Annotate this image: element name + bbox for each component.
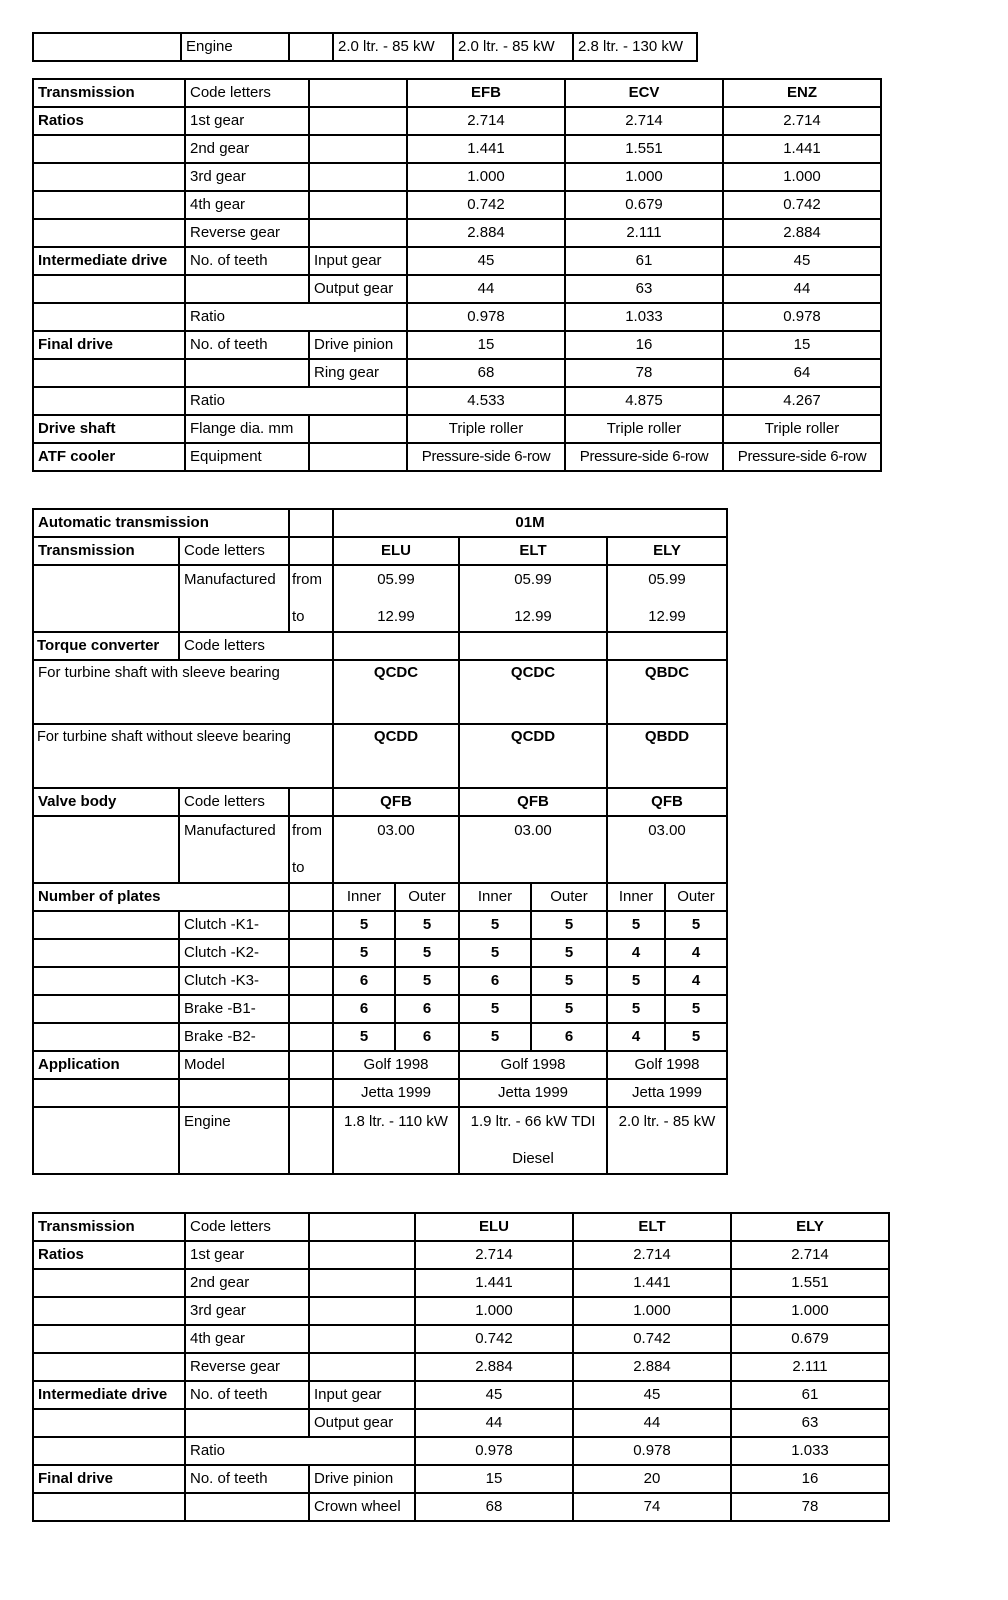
gear-value: 1.441 <box>573 1269 731 1297</box>
empty-cell <box>309 163 407 191</box>
ratio-value: 0.978 <box>723 303 881 331</box>
engine-label: Engine <box>181 33 289 61</box>
auto-trans-label: Automatic transmission <box>33 509 289 537</box>
gear-value: 1.000 <box>573 1297 731 1325</box>
empty-cell <box>33 939 179 967</box>
gear-value: 0.679 <box>731 1325 889 1353</box>
ratio-label: Ratio <box>185 387 407 415</box>
no-of-teeth-label: No. of teeth <box>185 331 309 359</box>
plate-value: 4 <box>665 967 727 995</box>
plate-label: Brake -B1- <box>179 995 289 1023</box>
no-of-teeth-label: No. of teeth <box>185 1465 309 1493</box>
model-code: 01M <box>333 509 727 537</box>
transmission-label: Transmission <box>33 79 185 107</box>
plate-value: 5 <box>395 939 459 967</box>
code-letters-label: Code letters <box>179 632 333 660</box>
to-label: to <box>292 859 305 876</box>
plate-label: Clutch -K3- <box>179 967 289 995</box>
input-gear-label: Input gear <box>309 247 407 275</box>
ratio-value: 0.978 <box>415 1437 573 1465</box>
outer-label: Outer <box>531 883 607 911</box>
gear-value: 1.000 <box>731 1297 889 1325</box>
gear-value: 1.000 <box>565 163 723 191</box>
code-value: ENZ <box>723 79 881 107</box>
plate-value: 4 <box>607 939 665 967</box>
gear-value: 2.884 <box>415 1353 573 1381</box>
equipment-value: Pressure-side 6-row <box>407 443 565 471</box>
plate-value: 5 <box>333 1023 395 1051</box>
output-gear-value: 44 <box>415 1409 573 1437</box>
output-gear-label: Output gear <box>309 275 407 303</box>
ratio-label: Ratio <box>185 1437 415 1465</box>
empty-cell <box>33 191 185 219</box>
empty-cell <box>289 1051 333 1079</box>
gear-label: 2nd gear <box>185 1269 309 1297</box>
flange-label: Flange dia. mm <box>185 415 309 443</box>
plate-value: 5 <box>531 995 607 1023</box>
model-value: Jetta 1999 <box>607 1079 727 1107</box>
transmission-label: Transmission <box>33 1213 185 1241</box>
empty-cell <box>289 788 333 816</box>
plate-value: 5 <box>395 967 459 995</box>
ratio-value: 1.033 <box>565 303 723 331</box>
empty-cell <box>33 33 181 61</box>
empty-cell <box>33 1297 185 1325</box>
empty-cell <box>185 1493 309 1521</box>
gear-value: 0.742 <box>723 191 881 219</box>
model-value: Golf 1998 <box>333 1051 459 1079</box>
plate-value: 6 <box>459 967 531 995</box>
number-of-plates-label: Number of plates <box>33 883 289 911</box>
with-sleeve-value: QCDC <box>459 660 607 724</box>
input-gear-value: 45 <box>573 1381 731 1409</box>
gear-value: 2.714 <box>573 1241 731 1269</box>
no-of-teeth-label: No. of teeth <box>185 247 309 275</box>
model-value: Jetta 1999 <box>459 1079 607 1107</box>
from-label: from <box>292 571 322 588</box>
with-sleeve-label: For turbine shaft with sleeve bearing <box>33 660 333 724</box>
code-value: ELY <box>731 1213 889 1241</box>
output-gear-value: 44 <box>723 275 881 303</box>
empty-cell <box>309 191 407 219</box>
output-gear-value: 63 <box>565 275 723 303</box>
gear-value: 1.551 <box>731 1269 889 1297</box>
plate-value: 5 <box>459 939 531 967</box>
transmission-label: Transmission <box>33 537 179 565</box>
gear-value: 0.742 <box>573 1325 731 1353</box>
gear-value: 1.000 <box>407 163 565 191</box>
valve-from-value: 03.00 <box>459 816 607 883</box>
valve-from-value: 03.00 <box>333 816 459 883</box>
without-sleeve-value: QCDD <box>459 724 607 788</box>
intermediate-drive-label: Intermediate drive <box>33 247 185 275</box>
empty-cell <box>309 107 407 135</box>
ratios-table-elu-elt-ely <box>32 1212 890 1522</box>
plate-value: 6 <box>531 1023 607 1051</box>
plate-value: 5 <box>459 995 531 1023</box>
input-gear-value: 61 <box>731 1381 889 1409</box>
gear-value: 1.441 <box>723 135 881 163</box>
plate-value: 5 <box>531 939 607 967</box>
without-sleeve-label: For turbine shaft without sleeve bearing <box>33 724 333 788</box>
empty-cell <box>33 1325 185 1353</box>
valve-code: QFB <box>607 788 727 816</box>
output-gear-value: 44 <box>407 275 565 303</box>
from-to-labels <box>289 565 333 632</box>
empty-cell <box>33 1023 179 1051</box>
gear-label: 2nd gear <box>185 135 309 163</box>
ratios-table-efb-ecv-enz <box>32 78 882 472</box>
empty-cell <box>289 967 333 995</box>
gear-label: 3rd gear <box>185 163 309 191</box>
code-value: ELT <box>573 1213 731 1241</box>
pinion-value: 15 <box>407 331 565 359</box>
plate-value: 5 <box>607 995 665 1023</box>
empty-cell <box>289 883 333 911</box>
empty-cell <box>185 359 309 387</box>
to-value: 12.99 <box>514 608 552 625</box>
without-sleeve-value: QCDD <box>333 724 459 788</box>
drive-pinion-label: Drive pinion <box>309 331 407 359</box>
empty-cell <box>33 995 179 1023</box>
drive-shaft-label: Drive shaft <box>33 415 185 443</box>
plate-value: 6 <box>395 995 459 1023</box>
gear-value: 2.884 <box>407 219 565 247</box>
gear-value: 1.441 <box>407 135 565 163</box>
empty-cell <box>33 303 185 331</box>
model-value: Golf 1998 <box>607 1051 727 1079</box>
empty-cell <box>33 359 185 387</box>
plate-value: 5 <box>531 911 607 939</box>
equipment-value: Pressure-side 6-row <box>723 443 881 471</box>
empty-cell <box>309 415 407 443</box>
gear-value: 2.111 <box>731 1353 889 1381</box>
plate-value: 5 <box>395 911 459 939</box>
atf-cooler-label: ATF cooler <box>33 443 185 471</box>
gear-value: 2.714 <box>731 1241 889 1269</box>
valve-body-label: Valve body <box>33 788 179 816</box>
code-value: ELU <box>333 537 459 565</box>
empty-cell <box>33 1269 185 1297</box>
empty-cell <box>33 1437 185 1465</box>
empty-cell <box>289 537 333 565</box>
empty-cell <box>33 219 185 247</box>
final-drive-label: Final drive <box>33 1465 185 1493</box>
plate-value: 4 <box>607 1023 665 1051</box>
pinion-value: 16 <box>731 1465 889 1493</box>
code-letters-label: Code letters <box>185 79 309 107</box>
manufactured-dates <box>607 565 727 632</box>
empty-cell <box>289 939 333 967</box>
gear-value: 1.000 <box>415 1297 573 1325</box>
empty-cell <box>33 1107 179 1174</box>
ratios-label: Ratios <box>33 1241 185 1269</box>
ratio-value: 1.033 <box>731 1437 889 1465</box>
model-label: Model <box>179 1051 289 1079</box>
empty-cell <box>309 1269 415 1297</box>
final-ratio-value: 4.533 <box>407 387 565 415</box>
crown-value: 78 <box>731 1493 889 1521</box>
gear-label: 4th gear <box>185 1325 309 1353</box>
model-value: Jetta 1999 <box>333 1079 459 1107</box>
gear-value: 2.884 <box>723 219 881 247</box>
output-gear-value: 44 <box>573 1409 731 1437</box>
flange-value: Triple roller <box>723 415 881 443</box>
engine-value-diesel <box>459 1107 607 1174</box>
to-label: to <box>292 608 305 625</box>
manufactured-dates <box>459 565 607 632</box>
pinion-value: 15 <box>723 331 881 359</box>
engine-label: Engine <box>179 1107 289 1174</box>
outer-label: Outer <box>395 883 459 911</box>
final-drive-label: Final drive <box>33 331 185 359</box>
gear-value: 1.551 <box>565 135 723 163</box>
plate-value: 5 <box>607 967 665 995</box>
empty-cell <box>33 565 179 632</box>
ring-gear-label: Ring gear <box>309 359 407 387</box>
gear-value: 2.714 <box>415 1241 573 1269</box>
empty-cell <box>459 632 607 660</box>
engine-header-table <box>32 32 698 62</box>
empty-cell <box>289 1079 333 1107</box>
intermediate-drive-label: Intermediate drive <box>33 1381 185 1409</box>
code-letters-label: Code letters <box>179 537 289 565</box>
to-value: 12.99 <box>648 608 686 625</box>
valve-code: QFB <box>333 788 459 816</box>
plate-value: 5 <box>459 911 531 939</box>
empty-cell <box>33 911 179 939</box>
gear-value: 2.111 <box>565 219 723 247</box>
gear-label: 4th gear <box>185 191 309 219</box>
empty-cell <box>309 1325 415 1353</box>
engine-value: 2.0 ltr. - 85 kW <box>453 33 573 61</box>
ratio-label: Ratio <box>185 303 407 331</box>
gear-label: Reverse gear <box>185 219 309 247</box>
code-value: ELY <box>607 537 727 565</box>
from-label: from <box>292 822 322 839</box>
equipment-value: Pressure-side 6-row <box>565 443 723 471</box>
diesel-label: Diesel <box>512 1150 554 1167</box>
plate-label: Brake -B2- <box>179 1023 289 1051</box>
engine-value: 2.0 ltr. - 85 kW <box>333 33 453 61</box>
empty-cell <box>33 1079 179 1107</box>
gear-label: 3rd gear <box>185 1297 309 1325</box>
flange-value: Triple roller <box>407 415 565 443</box>
gear-label: 1st gear <box>185 107 309 135</box>
gear-value: 2.714 <box>565 107 723 135</box>
torque-converter-label: Torque converter <box>33 632 179 660</box>
empty-cell <box>33 163 185 191</box>
gear-value: 1.000 <box>723 163 881 191</box>
manufactured-label: Manufactured <box>179 816 289 883</box>
empty-cell <box>607 632 727 660</box>
output-gear-value: 63 <box>731 1409 889 1437</box>
outer-label: Outer <box>665 883 727 911</box>
ring-value: 78 <box>565 359 723 387</box>
empty-cell <box>33 1409 185 1437</box>
engine-value: 2.0 ltr. - 85 kW <box>607 1107 727 1174</box>
empty-cell <box>33 387 185 415</box>
drive-pinion-label: Drive pinion <box>309 1465 415 1493</box>
empty-cell <box>33 816 179 883</box>
crown-value: 74 <box>573 1493 731 1521</box>
with-sleeve-value: QBDC <box>607 660 727 724</box>
empty-cell <box>309 135 407 163</box>
final-ratio-value: 4.875 <box>565 387 723 415</box>
pinion-value: 15 <box>415 1465 573 1493</box>
gear-value: 0.679 <box>565 191 723 219</box>
ratio-value: 0.978 <box>407 303 565 331</box>
code-value: ELU <box>415 1213 573 1241</box>
ratios-label: Ratios <box>33 107 185 135</box>
empty-cell <box>289 1023 333 1051</box>
from-value: 05.99 <box>377 571 415 588</box>
application-label: Application <box>33 1051 179 1079</box>
final-ratio-value: 4.267 <box>723 387 881 415</box>
empty-cell <box>33 275 185 303</box>
code-value: ECV <box>565 79 723 107</box>
gear-value: 2.714 <box>723 107 881 135</box>
valve-code: QFB <box>459 788 607 816</box>
empty-cell <box>33 1493 185 1521</box>
empty-cell <box>309 1353 415 1381</box>
input-gear-value: 45 <box>407 247 565 275</box>
from-to-labels <box>289 816 333 883</box>
gear-label: Reverse gear <box>185 1353 309 1381</box>
empty-cell <box>33 1353 185 1381</box>
plate-label: Clutch -K1- <box>179 911 289 939</box>
inner-label: Inner <box>333 883 395 911</box>
empty-cell <box>179 1079 289 1107</box>
to-value: 12.99 <box>377 608 415 625</box>
with-sleeve-value: QCDC <box>333 660 459 724</box>
manufactured-label: Manufactured <box>179 565 289 632</box>
input-gear-value: 61 <box>565 247 723 275</box>
engine-value: 1.9 ltr. - 66 kW TDI <box>470 1113 596 1130</box>
plate-value: 5 <box>665 995 727 1023</box>
code-letters-label: Code letters <box>185 1213 309 1241</box>
automatic-transmission-01m-table <box>32 508 728 1175</box>
crown-value: 68 <box>415 1493 573 1521</box>
plate-value: 6 <box>395 1023 459 1051</box>
plate-value: 6 <box>333 995 395 1023</box>
equipment-label: Equipment <box>185 443 309 471</box>
empty-cell <box>289 995 333 1023</box>
engine-value: 2.8 ltr. - 130 kW <box>573 33 697 61</box>
output-gear-label: Output gear <box>309 1409 415 1437</box>
crown-wheel-label: Crown wheel <box>309 1493 415 1521</box>
empty-cell <box>309 1213 415 1241</box>
input-gear-value: 45 <box>723 247 881 275</box>
ring-value: 68 <box>407 359 565 387</box>
plate-value: 5 <box>607 911 665 939</box>
manufactured-dates <box>333 565 459 632</box>
inner-label: Inner <box>607 883 665 911</box>
empty-cell <box>289 33 333 61</box>
gear-value: 2.884 <box>573 1353 731 1381</box>
plate-value: 5 <box>459 1023 531 1051</box>
plate-value: 5 <box>665 911 727 939</box>
no-of-teeth-label: No. of teeth <box>185 1381 309 1409</box>
pinion-value: 20 <box>573 1465 731 1493</box>
empty-cell <box>333 632 459 660</box>
pinion-value: 16 <box>565 331 723 359</box>
gear-label: 1st gear <box>185 1241 309 1269</box>
input-gear-label: Input gear <box>309 1381 415 1409</box>
empty-cell <box>309 1297 415 1325</box>
empty-cell <box>309 79 407 107</box>
plate-value: 5 <box>333 911 395 939</box>
empty-cell <box>33 967 179 995</box>
valve-from-value: 03.00 <box>607 816 727 883</box>
gear-value: 0.742 <box>407 191 565 219</box>
gear-value: 2.714 <box>407 107 565 135</box>
without-sleeve-value: QBDD <box>607 724 727 788</box>
empty-cell <box>309 1241 415 1269</box>
plate-value: 5 <box>333 939 395 967</box>
empty-cell <box>185 1409 309 1437</box>
code-value: ELT <box>459 537 607 565</box>
empty-cell <box>289 509 333 537</box>
empty-cell <box>289 911 333 939</box>
engine-value: 1.8 ltr. - 110 kW <box>333 1107 459 1174</box>
code-value: EFB <box>407 79 565 107</box>
from-value: 05.99 <box>648 571 686 588</box>
plate-value: 5 <box>531 967 607 995</box>
input-gear-value: 45 <box>415 1381 573 1409</box>
empty-cell <box>185 275 309 303</box>
empty-cell <box>309 219 407 247</box>
plate-value: 6 <box>333 967 395 995</box>
empty-cell <box>289 1107 333 1174</box>
ratio-value: 0.978 <box>573 1437 731 1465</box>
empty-cell <box>309 443 407 471</box>
plate-label: Clutch -K2- <box>179 939 289 967</box>
model-value: Golf 1998 <box>459 1051 607 1079</box>
empty-cell <box>33 135 185 163</box>
ring-value: 64 <box>723 359 881 387</box>
gear-value: 0.742 <box>415 1325 573 1353</box>
code-letters-label: Code letters <box>179 788 289 816</box>
plate-value: 5 <box>665 1023 727 1051</box>
flange-value: Triple roller <box>565 415 723 443</box>
from-value: 05.99 <box>514 571 552 588</box>
plate-value: 4 <box>665 939 727 967</box>
inner-label: Inner <box>459 883 531 911</box>
gear-value: 1.441 <box>415 1269 573 1297</box>
